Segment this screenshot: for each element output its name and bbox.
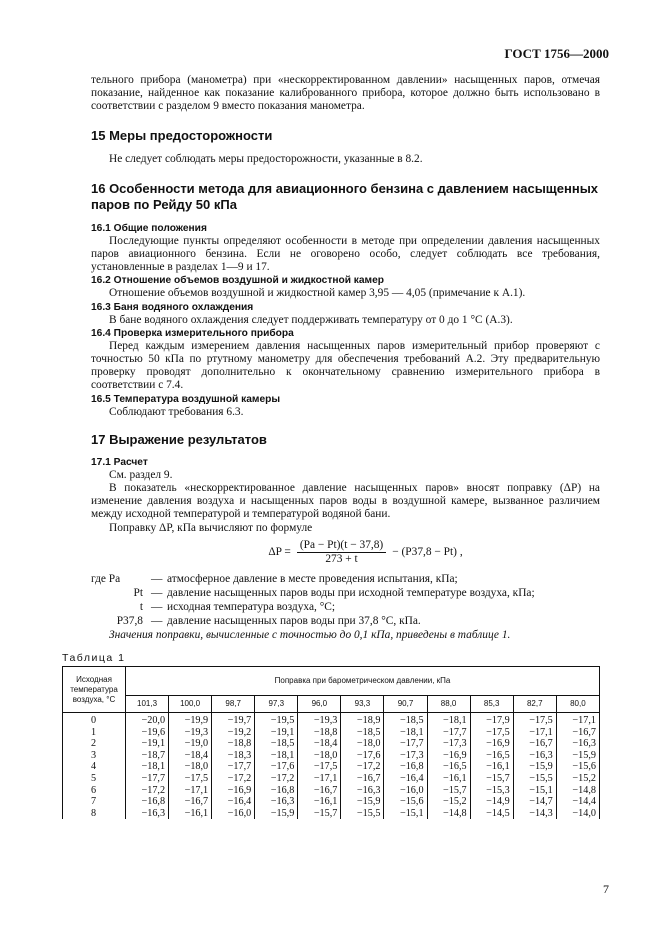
intro-paragraph: тельного прибора (манометра) при «нескорректированном давлении» насыщенных паров, отмечая показание, найденное как показание калиброванного прибора, которое должно быть использовано в соответствии с разделом 9 вместо показания манометра.	[91, 74, 600, 113]
correction-cell: −19,6	[126, 727, 169, 739]
correction-cell: −18,9	[341, 713, 384, 727]
subsection-16-4-text: Перед каждым измерением давления насыщенных паров измерительный прибор проверяют с точностью 50 кПа по ртутному манометру для обеспечения требований А.2. Эту предварительную проверку проводят дополнительно к окончательному сравнению измерительного прибора в соответствии с 7.4.	[91, 339, 600, 392]
correction-cell: −18,5	[384, 713, 427, 727]
pressure-column-header: 100,0	[169, 696, 212, 713]
correction-cell: −15,9	[255, 808, 298, 820]
temperature-cell: 4	[63, 761, 126, 773]
correction-cell: −16,1	[427, 773, 470, 785]
table-row	[63, 773, 600, 785]
formula-rest: − (P37,8 − Pt) ,	[392, 545, 463, 558]
correction-cell: −17,1	[556, 713, 599, 727]
correction-cell: −15,5	[513, 773, 556, 785]
subsection-17-1-title: 17.1 Расчет	[91, 456, 148, 468]
pressure-column-header: 90,7	[384, 696, 427, 713]
correction-cell: −15,3	[470, 785, 513, 797]
correction-cell: −19,0	[169, 738, 212, 750]
subsection-16-3-title: 16.3 Баня водяного охлаждения	[91, 301, 254, 313]
definition-symbol: Pt	[133, 587, 143, 600]
correction-cell: −17,5	[298, 761, 341, 773]
correction-cell: −16,3	[341, 785, 384, 797]
table-row	[63, 750, 600, 762]
correction-cell: −15,7	[427, 785, 470, 797]
temperature-cell: 0	[63, 713, 126, 727]
correction-cell: −17,6	[255, 761, 298, 773]
correction-cell: −17,1	[298, 773, 341, 785]
correction-cell: −17,3	[427, 738, 470, 750]
definition-text: давление насыщенных паров воды при 37,8 °С, кПа.	[167, 615, 421, 628]
running-header: ГОСТ 1756—2000	[504, 46, 609, 61]
correction-cell: −18,1	[126, 761, 169, 773]
table-row	[63, 808, 600, 820]
correction-cell: −17,2	[255, 773, 298, 785]
correction-cell: −16,3	[556, 738, 599, 750]
formula-fraction	[297, 539, 386, 566]
correction-cell: −17,7	[126, 773, 169, 785]
definition-row	[91, 614, 600, 628]
section-16-heading: 16 Особенности метода для авиационного бензина с давлением насыщенных паров по Рейду 50 кПа	[91, 180, 599, 212]
correction-cell: −15,2	[427, 796, 470, 808]
temperature-cell: 7	[63, 796, 126, 808]
temperature-cell: 1	[63, 727, 126, 739]
definition-symbol: где Pa	[91, 573, 121, 586]
correction-cell: −19,9	[169, 713, 212, 727]
correction-cell: −16,9	[427, 750, 470, 762]
subsection-16-5-title: 16.5 Температура воздушной камеры	[91, 393, 281, 405]
correction-cell: −19,5	[255, 713, 298, 727]
correction-cell: −17,2	[341, 761, 384, 773]
correction-cell: −14,9	[470, 796, 513, 808]
correction-cell: −17,6	[341, 750, 384, 762]
table-header-row	[63, 667, 600, 696]
correction-cell: −17,7	[384, 738, 427, 750]
correction-cell: −18,5	[341, 727, 384, 739]
definition-text: давление насыщенных паров воды при исходной температуре воздуха, кПа;	[167, 587, 535, 600]
subsection-16-4-title: 16.4 Проверка измерительного прибора	[91, 327, 294, 339]
correction-cell: −16,0	[212, 808, 255, 820]
formula-lhs: ΔP =	[268, 545, 291, 558]
correction-cell: −15,7	[470, 773, 513, 785]
correction-cell: −19,3	[169, 727, 212, 739]
definition-dash: —	[151, 587, 163, 600]
correction-cell: −16,7	[556, 727, 599, 739]
correction-cell: −18,0	[341, 738, 384, 750]
temperature-cell: 6	[63, 785, 126, 797]
definition-text: атмосферное давление в месте проведения испытания, кПа;	[167, 573, 458, 586]
definition-dash: —	[151, 615, 163, 628]
subsection-16-2-text: Отношение объемов воздушной и жидкостной камер 3,95 — 4,05 (примечание к А.1).	[109, 287, 526, 300]
correction-cell: −18,1	[255, 750, 298, 762]
subsection-16-3-text: В бане водяного охлаждения следует поддерживать температуру от 0 до 1 °С (А.3).	[109, 313, 513, 326]
correction-cell: −18,4	[169, 750, 212, 762]
correction-cell: −14,5	[470, 808, 513, 820]
formula-intro: Поправку ΔP, кПа вычисляют по формуле	[109, 521, 313, 534]
pressure-header-row	[63, 696, 600, 713]
correction-cell: −18,0	[298, 750, 341, 762]
column-group-header: Поправка при барометрическом давлении, кПа	[126, 667, 600, 696]
correction-cell: −14,4	[556, 796, 599, 808]
correction-cell: −15,1	[513, 785, 556, 797]
symbol-definitions	[91, 572, 600, 628]
correction-cell: −15,1	[384, 808, 427, 820]
correction-cell: −14,0	[556, 808, 599, 820]
correction-cell: −19,1	[126, 738, 169, 750]
correction-cell: −17,3	[384, 750, 427, 762]
formula-denominator: 273 + t	[325, 553, 358, 566]
table-row	[63, 761, 600, 773]
pressure-column-header: 96,0	[298, 696, 341, 713]
correction-cell: −18,1	[384, 727, 427, 739]
correction-cell: −16,5	[427, 761, 470, 773]
correction-cell: −15,6	[556, 761, 599, 773]
correction-cell: −16,0	[384, 785, 427, 797]
correction-cell: −15,5	[341, 808, 384, 820]
pressure-column-header: 88,0	[427, 696, 470, 713]
correction-cell: −18,5	[255, 738, 298, 750]
correction-cell: −17,1	[513, 727, 556, 739]
correction-cell: −19,3	[298, 713, 341, 727]
pressure-column-header: 93,3	[341, 696, 384, 713]
correction-cell: −16,3	[255, 796, 298, 808]
page-number: 7	[603, 882, 609, 896]
correction-cell: −18,1	[427, 713, 470, 727]
correction-cell: −16,5	[470, 750, 513, 762]
table-row	[63, 727, 600, 739]
table-row	[63, 738, 600, 750]
correction-paragraph: В показатель «нескорректированное давление насыщенных паров» вносят поправку (ΔP) на изменение давления воздуха и насыщенных паров воды в воздушной камере, вызванное различием между исходной температурой и температурой водяной бани.	[91, 482, 600, 521]
correction-cell: −17,1	[169, 785, 212, 797]
pressure-column-header: 80,0	[556, 696, 599, 713]
pressure-column-header: 82,7	[513, 696, 556, 713]
correction-cell: −20,0	[126, 713, 169, 727]
correction-cell: −17,2	[126, 785, 169, 797]
correction-cell: −16,7	[341, 773, 384, 785]
correction-cell: −17,9	[470, 713, 513, 727]
section-15-text: Не следует соблюдать меры предосторожности, указанные в 8.2.	[109, 152, 423, 165]
definition-dash: —	[151, 573, 163, 586]
correction-cell: −17,2	[212, 773, 255, 785]
subsection-16-5-text: Соблюдают требования 6.3.	[109, 405, 244, 418]
correction-cell: −16,1	[470, 761, 513, 773]
temperature-cell: 5	[63, 773, 126, 785]
table-row	[63, 713, 600, 727]
correction-cell: −17,5	[169, 773, 212, 785]
correction-cell: −15,2	[556, 773, 599, 785]
temperature-cell: 2	[63, 738, 126, 750]
correction-cell: −14,3	[513, 808, 556, 820]
correction-cell: −14,8	[556, 785, 599, 797]
subsection-17-1-text: См. раздел 9.	[109, 468, 173, 481]
correction-cell: −17,5	[513, 713, 556, 727]
table-reference-note: Значения поправки, вычисленные с точностью до 0,1 кПа, приведены в таблице 1.	[109, 629, 511, 642]
correction-cell: −18,4	[298, 738, 341, 750]
correction-cell: −16,1	[169, 808, 212, 820]
temperature-cell: 8	[63, 808, 126, 820]
section-15-heading: 15 Меры предосторожности	[91, 127, 273, 143]
correction-cell: −18,3	[212, 750, 255, 762]
pressure-column-header: 98,7	[212, 696, 255, 713]
correction-table	[62, 666, 600, 819]
subsection-16-1-title: 16.1 Общие положения	[91, 222, 207, 234]
definition-row	[91, 586, 600, 600]
correction-cell: −16,8	[384, 761, 427, 773]
correction-cell: −14,7	[513, 796, 556, 808]
correction-cell: −16,3	[126, 808, 169, 820]
table-body	[63, 713, 600, 820]
correction-cell: −16,4	[384, 773, 427, 785]
correction-cell: −16,9	[212, 785, 255, 797]
table-row	[63, 796, 600, 808]
correction-cell: −17,7	[427, 727, 470, 739]
correction-cell: −15,9	[341, 796, 384, 808]
correction-cell: −16,9	[470, 738, 513, 750]
table-caption: Таблица 1	[62, 652, 126, 664]
correction-cell: −16,3	[513, 750, 556, 762]
definition-symbol: t	[139, 601, 143, 614]
correction-cell: −16,7	[169, 796, 212, 808]
correction-cell: −16,8	[126, 796, 169, 808]
column-header-temperature: Исходная температура воздуха, °С	[63, 667, 126, 713]
pressure-column-header: 85,3	[470, 696, 513, 713]
subsection-16-2-title: 16.2 Отношение объемов воздушной и жидкостной камер	[91, 275, 384, 287]
correction-cell: −16,8	[255, 785, 298, 797]
correction-formula	[131, 539, 600, 566]
correction-cell: −16,1	[298, 796, 341, 808]
definition-dash: —	[151, 601, 163, 614]
correction-cell: −18,8	[298, 727, 341, 739]
correction-cell: −15,6	[384, 796, 427, 808]
formula-numerator: (Pa − Pt)(t − 37,8)	[297, 539, 386, 553]
subsection-16-1-text: Последующие пункты определяют особенности в методе при определении давления насыщенных паров авиационного бензина. Если не оговорено особо, следует соблюдать все требования, установленные в разделах 1—9 и 17.	[91, 234, 600, 274]
section-17-heading: 17 Выражение результатов	[91, 431, 267, 447]
correction-cell: −18,8	[212, 738, 255, 750]
correction-cell: −15,9	[513, 761, 556, 773]
definition-row	[91, 600, 600, 614]
correction-cell: −19,2	[212, 727, 255, 739]
correction-cell: −14,8	[427, 808, 470, 820]
correction-cell: −19,7	[212, 713, 255, 727]
correction-cell: −17,5	[470, 727, 513, 739]
correction-cell: −18,0	[169, 761, 212, 773]
correction-cell: −15,9	[556, 750, 599, 762]
definition-text: исходная температура воздуха, °С;	[167, 601, 336, 614]
definition-row	[91, 572, 600, 586]
correction-cell: −15,7	[298, 808, 341, 820]
correction-cell: −16,7	[513, 738, 556, 750]
table-row	[63, 785, 600, 797]
document-body	[91, 74, 600, 642]
correction-cell: −16,7	[298, 785, 341, 797]
pressure-column-header: 101,3	[126, 696, 169, 713]
pressure-column-header: 97,3	[255, 696, 298, 713]
correction-cell: −19,1	[255, 727, 298, 739]
correction-cell: −16,4	[212, 796, 255, 808]
temperature-cell: 3	[63, 750, 126, 762]
definition-symbol: P37,8	[116, 615, 143, 628]
correction-cell: −17,7	[212, 761, 255, 773]
correction-cell: −18,7	[126, 750, 169, 762]
